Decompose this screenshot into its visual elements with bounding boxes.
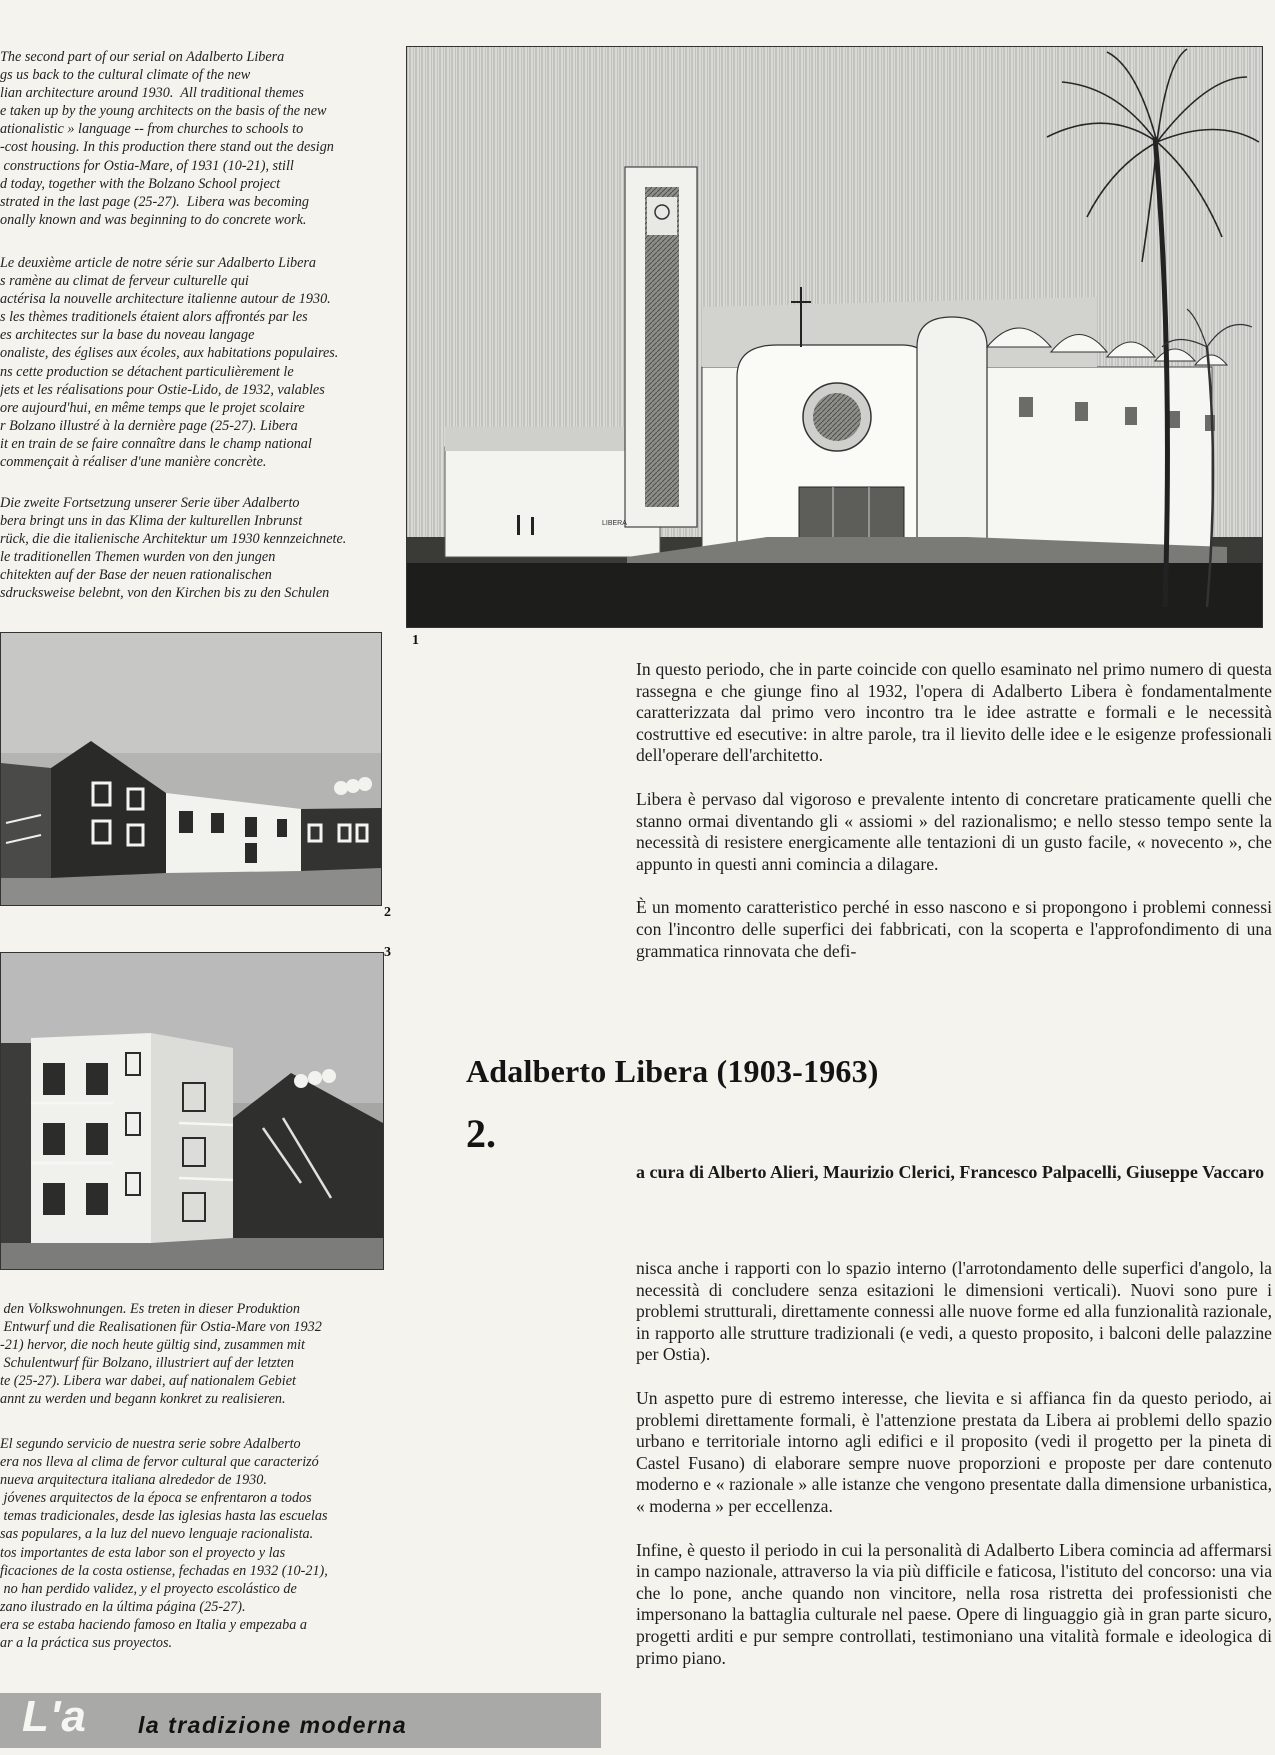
figure-1-church-drawing: [406, 46, 1263, 628]
figure-3-housing: [0, 952, 384, 1270]
continued-text-block: [636, 1258, 1272, 1691]
continued-paragraph-2: Un aspetto pure di estremo interesse, che lievita e si affianca fin da questo periodo, ai problemi direttamente formali, è l'attenzione prestata da Libera ai problemi dello spazio urbano e territoriale intorno agli edifici e il proposito (vedi il progetto per la pineta di Castel Fusano) di elaborare sempre nuove proporzioni e proposte per dare contenuto moderno e « razionale » alle istanze che vengono presentate dalla dimensione urbanistica, « moderna » per eccellenza.: [636, 1387, 1272, 1516]
summary-french: Le deuxième article de notre série sur Adalberto Libera s ramène au climat de ferveur culturelle qui actérisa la nouvelle architecture italienne autour de 1930. s les thèmes traditionels étaient alors affrontés par les es architectes sur la base du noveau langage onaliste, des églises aux écoles, aux habitations populaires. ns cette production se détachent particulièrement le jets et les réalisations pour Ostie-Lido, de 1932, valables ore aujourd'hui, en même temps que le projet scolaire r Bolzano illustré à la dernière page (25-27). Libera it en train de se faire connaître dans le champ national commençait à réaliser d'une manière concrète.: [0, 255, 339, 471]
article-part-number: 2.: [466, 1111, 496, 1156]
article-title: Adalberto Libera (1903-1963): [466, 1053, 879, 1089]
section-title: la tradizione moderna: [138, 1712, 408, 1738]
intro-text-block: [636, 659, 1272, 984]
figure-1-number: 1: [412, 633, 419, 648]
figure-2-number: 2: [384, 905, 391, 920]
summary-spanish: El segundo servicio de nuestra serie sobre Adalberto era nos lleva al clima de fervor cultural que caracterizó nueva arquitectura italiana alrededor de 1930. jóvenes arquitectos de la época se enfrentaron a todos temas tradicionales, desde las iglesias hasta las escuelas sas populares, a la luz del nuevo lenguaje racionalista. tos importantes de esta labor son el proyecto y las ficaciones de la costa ostiense, fechadas en 1932 (10-21), no han perdido validez, y el proyecto escolástico de zano ilustrado en la última página (25-27). era se estaba haciendo famoso en Italia y empezaba a ar a la práctica sus proyectos.: [0, 1436, 328, 1652]
continued-paragraph-1: nisca anche i rapporti con lo spazio interno (l'arrotondamento delle superfici d'angolo, la necessità di concludere senza esitazioni le dimensioni verticali). Nuovi sono pure i problemi strutturali, direttamente connessi alle nuove forme ed alla funzionalità razionale, in rapporto alle strutture tradizionali (e vedi, a questo proposito, i balconi delle palazzine per Ostia).: [636, 1258, 1272, 1365]
magazine-logo: L'a: [22, 1692, 87, 1741]
drawing-signature: LIBERA: [602, 520, 627, 527]
summary-german-top: Die zweite Fortsetzung unserer Serie über Adalberto bera bringt uns in das Klima der kulturellen Inbrunst rück, die die italienische Architektur um 1930 kennzeichnete. le traditionellen Themen wurden von den jungen chitekten auf der Base der neuen rationalischen sdrucksweise belebnt, von den Kirchen bis zu den Schulen: [0, 495, 347, 602]
intro-paragraph-2: Libera è pervaso dal vigoroso e prevalente intento di concretare praticamente quelli che stanno ormai diventando gli « assiomi » del razionalismo; e nello stesso tempo sente la necessità di resistere energicamente alle tentazioni di un gusto facile, « novecento », che appunto in questi anni comincia a dilagare.: [636, 788, 1272, 874]
summary-german-bottom: den Volkswohnungen. Es treten in dieser Produktion Entwurf und die Realisationen für Ostia-Mare von 1932 -21) hervor, die noch heute gültig sind, zusammen mit Schulentwurf für Bolzano, illustriert auf der letzten te (25-27). Libera war dabei, auf nationalem Gebiet annt zu werden und begann konkret zu realisieren.: [0, 1301, 322, 1408]
continued-paragraph-3: Infine, è questo il periodo in cui la personalità di Adalberto Libera comincia ad affermarsi in campo nazionale, attraverso la via più difficile e faticosa, l'istituto del concorso: una via che lo pone, anche quando non vincitore, nella rosa ristretta dei professionisti che impersonano la battaglia culturale nel paese. Opere di linguaggio già in gran parte sicuro, progetti arditi e pur sempre controllati, testimoniano una vitalità formale e ideologica di primo piano.: [636, 1539, 1273, 1668]
intro-paragraph-3: È un momento caratteristico perché in esso nascono e si propongono i problemi connessi con l'incontro delle superfici dei fabbricati, con la scoperta e l'approfondimento di una grammatica rinnovata che defi-: [636, 897, 1272, 961]
intro-paragraph-1: In questo periodo, che in parte coincide con quello esaminato nel primo numero di questa rassegna e che giunge fino al 1932, l'opera di Adalberto Libera è fondamentalmente caratterizzata dal primo vero incontro tra le idee astratte e formali e le necessità costruttive ed esecutive: in altre parole, tra il lievito delle idee e le esigenze professionali dell'operare dell'architetto.: [636, 659, 1272, 766]
article-authors: a cura di Alberto Alieri, Maurizio Clerici, Francesco Palpacelli, Giuseppe Vaccaro: [636, 1162, 1265, 1182]
figure-3-number: 3: [384, 945, 391, 960]
figure-2-housing: [0, 632, 382, 906]
summary-english: The second part of our serial on Adalberto Libera gs us back to the cultural climate of the new lian architecture around 1930. All traditional themes e taken up by the young architects on the basis of the new ationalistic » language -- from churches to schools to -cost housing. In this production there stand out the design constructions for Ostia-Mare, of 1931 (10-21), still d today, together with the Bolzano School project strated in the last page (25-27). Libera was becoming onally known and was beginning to do concrete work.: [0, 49, 334, 228]
